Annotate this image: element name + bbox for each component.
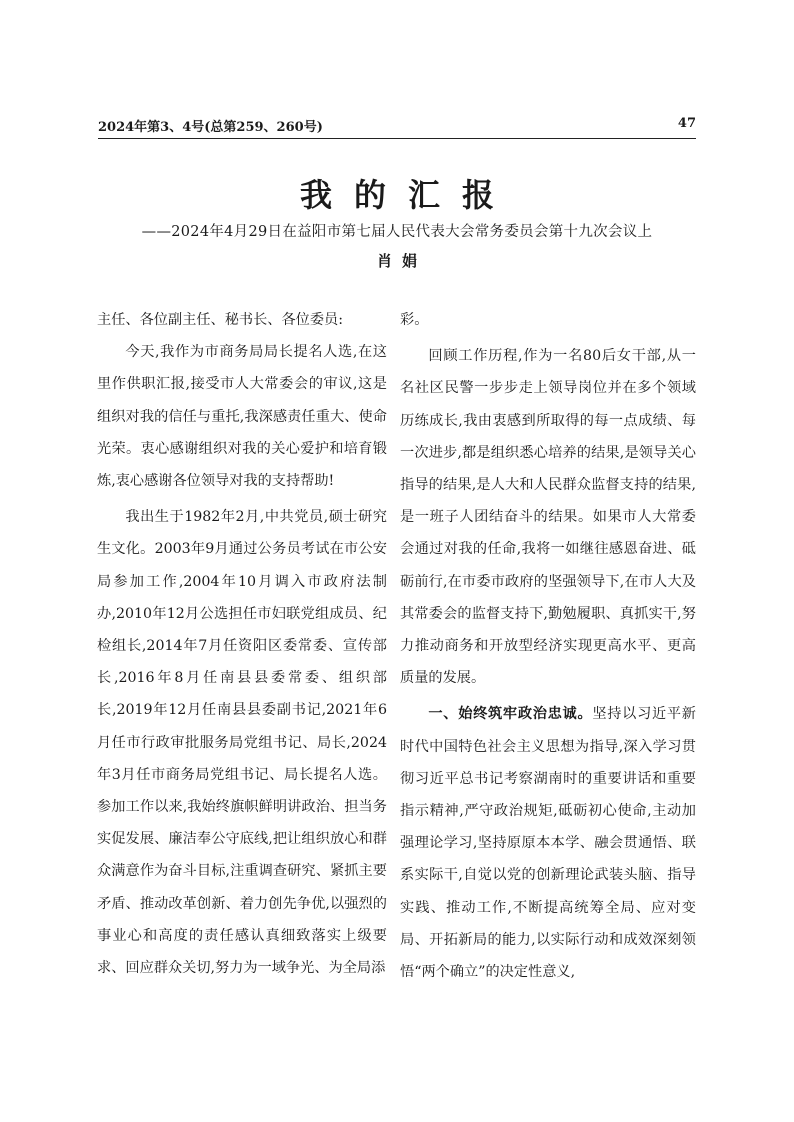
paragraph-intro: 今天,我作为市商务局局长提名人选,在这里作供职汇报,接受市人大常委会的审议,这是组织对我的信任与重托,我深感责任重大、使命光荣。衷心感谢组织对我的关心爱护和培育锻炼,衷心感谢各位领导对我的支持帮助!	[97, 344, 387, 490]
paragraph-review: 回顾工作历程,作为一名80后女干部,从一名社区民警一步步走上领导岗位并在多个领域历练成长,我由衷感到所取得的每一点成绩、每一次进步,都是组织悉心培养的结果,是领导关心指导的结果,是人大和人民群众监督支持的结果,是一班子人团结奋斗的结果。如果市人大常委会通过对我的任命,我将一如继往感恩奋进、砥砺前行,在市委市政府的坚强领导下,在市人大及其常委会的监督支持下,勤勉履职、真抓实干,努力推动商务和开放型经济实现更高水平、更高质量的发展。	[400, 348, 696, 687]
salutation: 主任、各位副主任、秘书长、各位委员:	[97, 312, 343, 328]
running-header	[98, 116, 696, 139]
paragraph-biography: 我出生于1982年2月,中共党员,硕士研究生文化。2003年9月通过公务员考试在市公安局参加工作,2004年10月调入市政府法制办,2010年12月公选担任市妇联党组成员、纪检组长,2014年7月任资阳区委常委、宣传部长,2016年8月任南县县委常委、组织部长,2019年12月任南县县委副书记,2021年6月任市行政审批服务局党组书记、局长,2024年3月任市商务局党组书记、局长提名人选。参加工作以来,我始终旗帜鲜明讲政治、担当务实促发展、廉洁奉公守底线,把让组织放心和群众满意作为奋斗目标,注重调查研究、紧抓主要矛盾、推动改革创新、着力创先争优,以强烈的事业心和高度的责任感认真细致落实上级要求、回应群众关切,努力为一域争光、为全局添	[97, 509, 387, 977]
article-title: 我的汇报	[299, 176, 516, 214]
article-author: 肖娟	[376, 252, 427, 270]
journal-issue: 2024年第3、4号(总第259、260号)	[98, 120, 323, 135]
article-subtitle: ——2024年4月29日在益阳市第七届人民代表大会常务委员会第十九次会议上	[141, 224, 653, 240]
left-column	[97, 304, 387, 984]
section-body: 坚持以习近平新时代中国特色社会主义思想为指导,深入学习贯彻习近平总书记考察湖南时的重要讲话和重要指示精神,严守政治规矩,砥砺初心使命,主动加强理论学习,坚持原原本本学、融会贯通悟、联系实际干,自觉以党的创新理论武装头脑、指导实践、推动工作,不断提高统筹全局、应对变局、开拓新局的能力,以实际行动和成效深刻领悟“两个确立”的决定性意义,	[400, 706, 696, 981]
right-column	[400, 304, 696, 988]
page-number: 47	[677, 116, 696, 131]
section-heading: 一、始终筑牢政治忠诚。	[428, 706, 593, 723]
paragraph-continuation: 彩。	[400, 312, 429, 328]
paragraph-section-one	[400, 698, 696, 988]
